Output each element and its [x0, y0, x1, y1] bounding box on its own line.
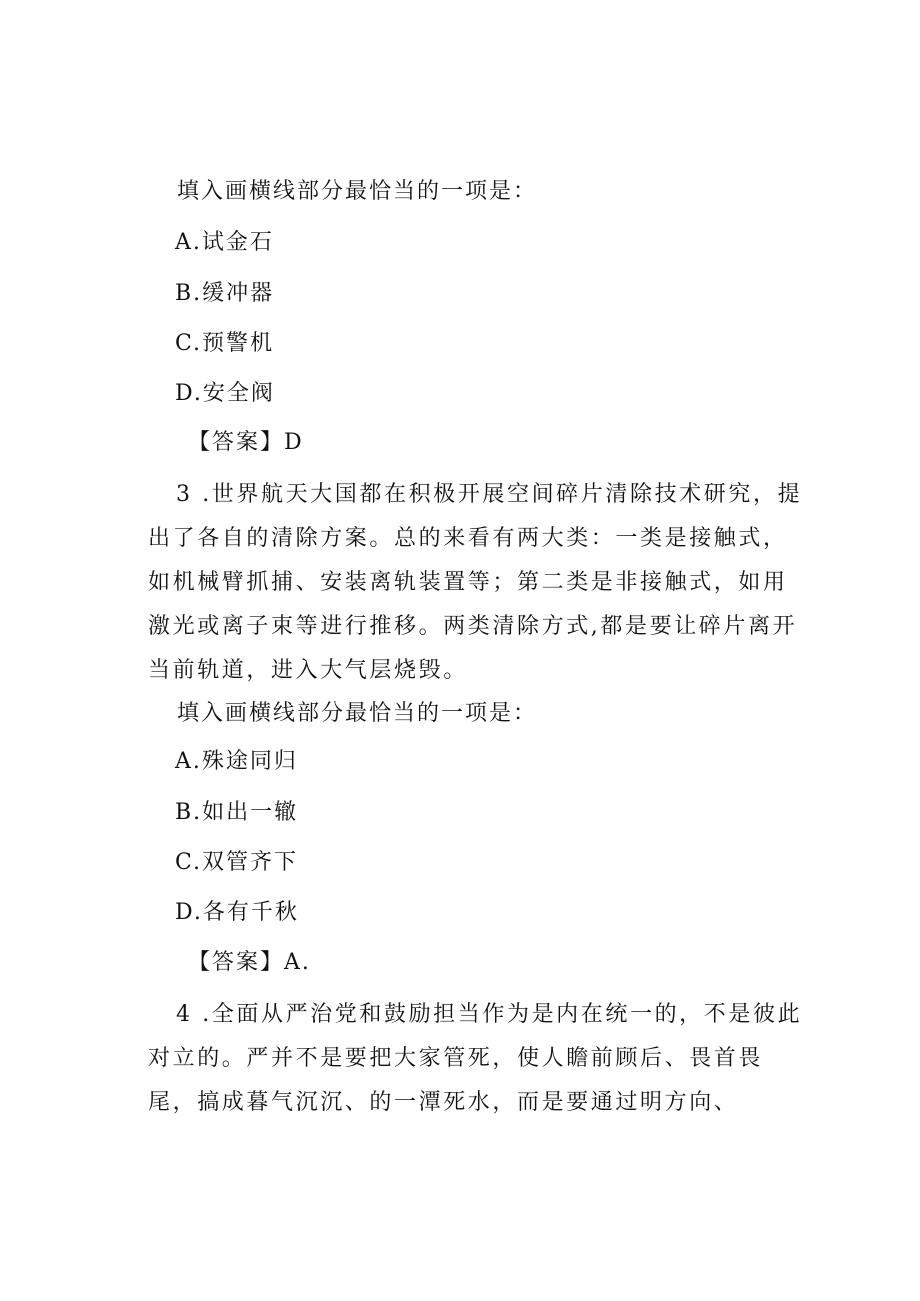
q3-option-d: D.各有千秋 — [175, 900, 299, 925]
q3-prompt: 填入画横线部分最恰当的一项是： — [177, 701, 538, 726]
q2-answer: 【答案】D — [188, 430, 304, 455]
q2-option-b: B.缓冲器 — [175, 281, 275, 306]
q3-option-b: B.如出一辙 — [175, 800, 299, 825]
q3-option-c: C.双管齐下 — [175, 850, 299, 875]
q3-option-a: A.殊途同归 — [175, 749, 298, 774]
q4-stem: 4 .全面从严治党和鼓励担当作为是内在统一的，不是彼此对立的。严并不是要把大家管死，使人瞻前顾后、畏首畏尾，搞成暮气沉沉、的一潭死水，而是要通过明方向、 — [148, 1002, 803, 1115]
q3-answer: 【答案】A. — [188, 950, 311, 975]
q3-stem: 3 .世界航天大国都在积极开展空间碎片清除技术研究，提出了各自的清除方案。总的来看有两大类：一类是接触式，如机械臂抓捕、安装离轨装置等；第二类是非接触式，如用激光或离子束等进行推移。两类清除方式,都是要让碎片离开当前轨道，进入大气层烧毁。 — [148, 482, 803, 683]
q2-option-a: A.试金石 — [175, 230, 274, 255]
q2-option-d: D.安全阀 — [175, 381, 275, 406]
q2-prompt: 填入画横线部分最恰当的一项是： — [177, 179, 538, 204]
q2-option-c: C.预警机 — [175, 331, 275, 356]
